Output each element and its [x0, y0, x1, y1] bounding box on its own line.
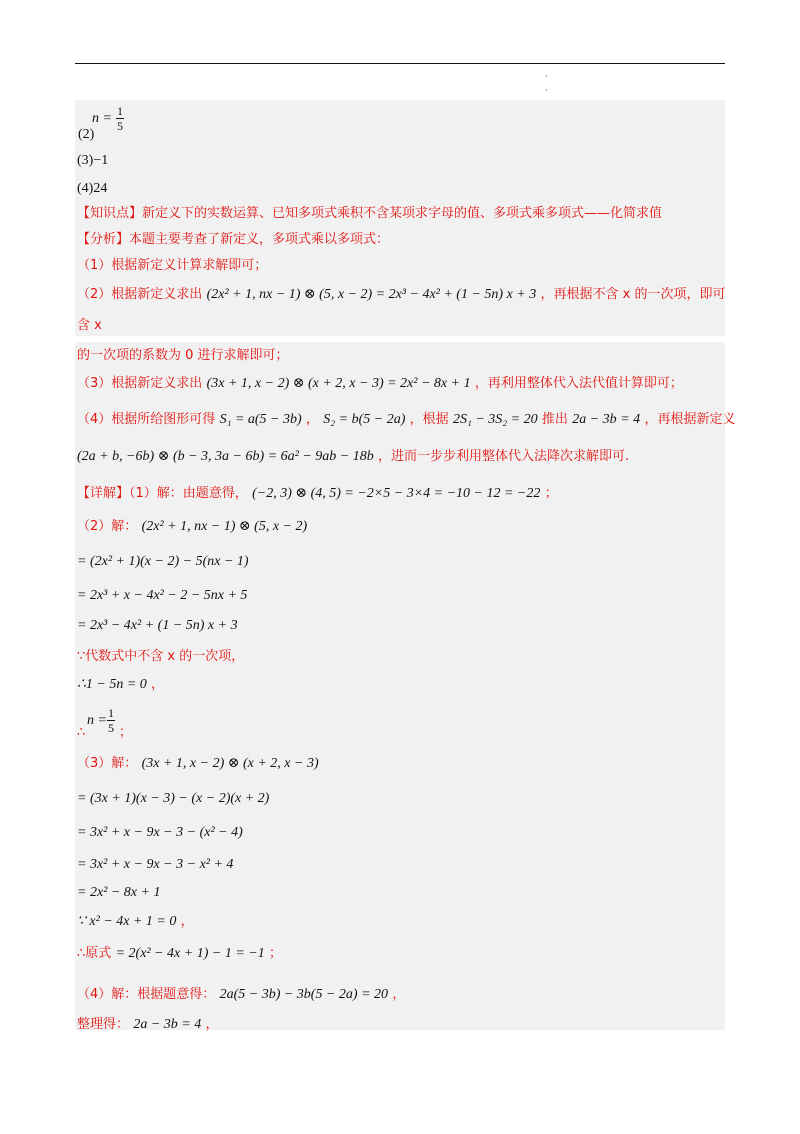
- detail-part-3-step-3: = 3x² + x − 9x − 3 − x² + 4: [77, 857, 234, 872]
- detail-part-2-step-2: = 2x³ + x − 4x² − 2 − 5nx + 5: [77, 588, 248, 603]
- detail-part-2-step-3: = 2x³ − 4x² + (1 − 5n) x + 3: [77, 618, 238, 633]
- detail-part-3-because: ∵ x² − 4x + 1 = 0 ，: [77, 914, 194, 929]
- header-dot: ·: [545, 72, 548, 82]
- detail-part-3-step-1: = (3x + 1)(x − 3) − (x − 2)(x + 2): [77, 791, 270, 806]
- analysis-step-2-continued-2: 的一次项的系数为 0 进行求解即可；: [77, 348, 289, 363]
- answer-4: (4)24: [77, 181, 108, 196]
- header-dots: [545, 70, 548, 98]
- detail-part-3-step-2: = 3x² + x − 9x − 3 − (x² − 4): [77, 825, 243, 840]
- fraction: $\frac{1}{5}$: [108, 706, 114, 735]
- detail-part-4-step-1: （4）解：根据题意得： 2a(5 − 3b) − 3b(5 − 2a) = 20 ，: [77, 987, 406, 1002]
- analysis-step-4: （4）根据所给图形可得 S₁ = a(5 − 3b) ， S₂ = b(5 − 2a) ，根据 2S₁ − 3S₂ = 20 推出 2a − 3b = 4 ，再根据新定义: [77, 412, 736, 427]
- detail-part-2-step-1: = (2x² + 1)(x − 2) − 5(nx − 1): [77, 554, 249, 569]
- analysis-step-4-continued: (2a + b, −6b) ⊗ (b − 3, 3a − 6b) = 6a² − 9ab − 18b ，进而一步步利用整体代入法降次求解即可.: [77, 449, 630, 464]
- analysis-step-2-continued: 含 x: [77, 318, 102, 333]
- analysis-step-1: （1）根据新定义计算求解即可；: [77, 258, 268, 273]
- detail-part-2-therefore-1: ∴1 − 5n = 0 ，: [77, 677, 165, 692]
- detail-part-1: 【详解】（1）解：由题意得， (−2, 3) ⊗ (4, 5) = −2×5 − 3×4 = −10 − 12 = −22 ；: [77, 486, 558, 501]
- header-rule: [75, 63, 725, 64]
- fraction: $\frac{1}{5}$: [117, 104, 123, 133]
- analysis-step-2: （2）根据新定义求出 (2x² + 1, nx − 1) ⊗ (5, x − 2) = 2x³ − 4x² + (1 − 5n) x + 3 ，再根据不含 x 的一次项，即可: [77, 287, 726, 302]
- analysis-step-3: （3）根据新定义求出 (3x + 1, x − 2) ⊗ (x + 2, x − 3) = 2x² − 8x + 1 ，再利用整体代入法代值计算即可；: [77, 376, 683, 391]
- detail-part-2-because: ∵代数式中不含 x 的一次项，: [77, 649, 245, 664]
- analysis-title: 【分析】本题主要考查了新定义，多项式乘以多项式：: [77, 232, 390, 247]
- answer-3: (3)−1: [77, 153, 109, 168]
- detail-part-3-header: （3）解： (3x + 1, x − 2) ⊗ (x + 2, x − 3): [77, 756, 319, 771]
- detail-part-4-step-2: 整理得： 2a − 3b = 4 ，: [77, 1017, 219, 1032]
- knowledge-point: 【知识点】新定义下的实数运算、已知多项式乘积不含某项求字母的值、多项式乘多项式——化简求值: [77, 206, 663, 221]
- detail-part-3-step-4: = 2x² − 8x + 1: [77, 885, 161, 900]
- detail-part-3-result: ∴原式 = 2(x² − 4x + 1) − 1 = −1 ；: [77, 946, 283, 961]
- header-dot: ·: [545, 86, 548, 96]
- detail-part-2-header: （2）解： (2x² + 1, nx − 1) ⊗ (5, x − 2): [77, 519, 308, 534]
